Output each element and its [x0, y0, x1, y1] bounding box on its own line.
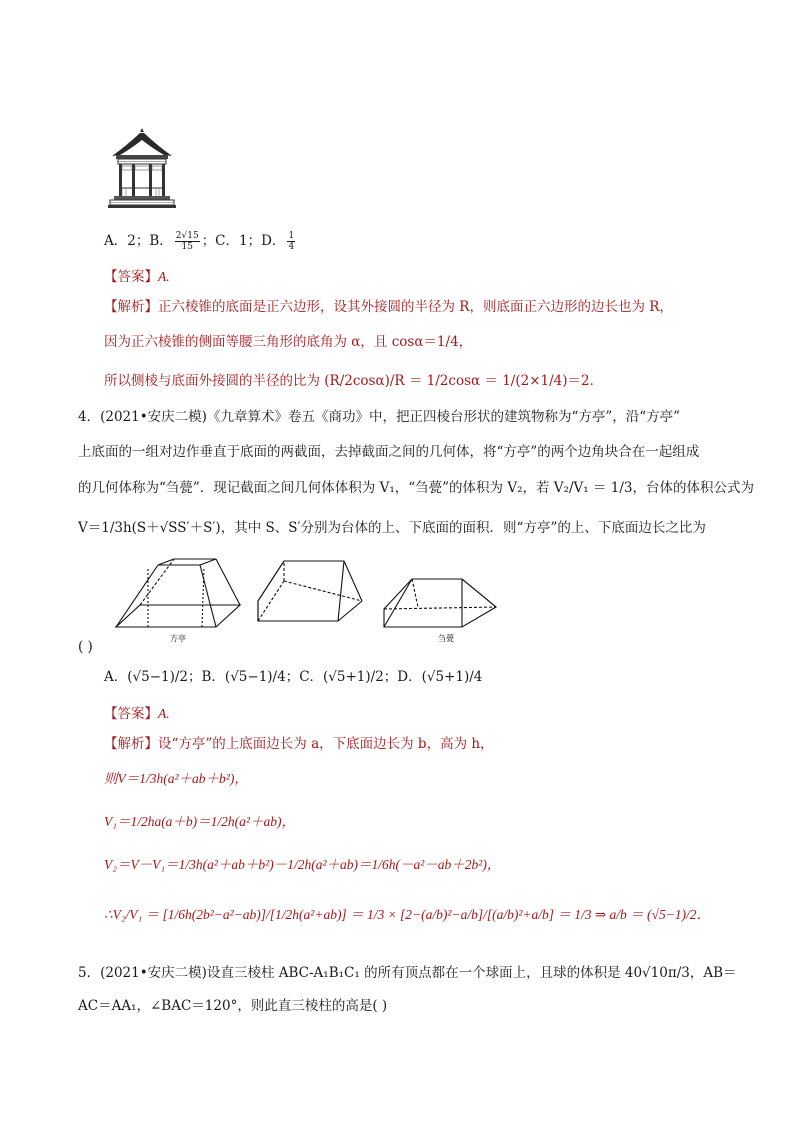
analysis-tag: 【解析】 — [104, 299, 158, 315]
analysis-text: 正六棱锥的底面是正六边形，设其外接圆的半径为 R，则底面正六边形的边长也为 R， — [158, 299, 673, 315]
q4-eq-2: V₁＝1/2ha(a＋b)＝1/2h(a²＋ab)， — [104, 814, 295, 829]
answer-value: A. — [158, 706, 170, 721]
q3-analysis-2: 因为正六棱锥的侧面等腰三角形的底角为 α，且 cosα＝1/4， — [104, 334, 473, 350]
q4-paren: ( ) — [78, 639, 93, 655]
fig-label-chumeng: 刍甍 — [438, 634, 454, 643]
solids-figure — [112, 555, 517, 647]
fig-label-fangting: 方亭 — [170, 634, 186, 643]
q4-eq-1: 则V＝1/3h(a²＋ab＋b²)， — [104, 771, 248, 786]
q4-stem-3: 的几何体称为“刍甍”．现记截面之间几何体体积为 V₁，“刍甍”的体积为 V₂，若 V₂/V₁ ＝ 1/3，台体的体积公式为 — [78, 480, 754, 496]
q3-analysis-1 — [104, 298, 673, 316]
pavilion-illustration — [104, 126, 180, 210]
answer-value: A. — [158, 269, 170, 284]
q4-analysis-1 — [104, 735, 494, 753]
q3-options: A．2；B． $\frac{2√15}{15}$ ；C．1；D． $\frac{1}{4}$ — [104, 231, 295, 252]
q4-eq-3: V₂＝V－V₁＝1/3h(a²＋ab＋b²)－1/2h(a²＋ab)＝1/6h(－a²－ab＋2b²)， — [104, 857, 501, 872]
q3-answer-line — [104, 268, 170, 286]
q4-stem-2: 上底面的一组对边作垂直于底面的两截面，去掉截面之间的几何体，将“方亭”的两个边角块合在一起组成 — [78, 444, 700, 460]
q4-stem-1: 4．(2021•安庆二模)《九章算术》卷五《商功》中，把正四棱台形状的建筑物称为“方亭”，沿“方亭” — [78, 409, 681, 425]
q5-stem-1: 5．(2021•安庆二模)设直三棱柱 ABC-A₁B₁C₁ 的所有顶点都在一个球面上，且球的体积是 40√10π/3，AB＝ — [78, 965, 737, 981]
q4-stem-4: V＝1/3h(S＋√SS′＋S′)，其中 S、S′分别为台体的上、下底面的面积．则“方亭”的上、下底面边长之比为 — [78, 520, 706, 536]
analysis-text: 设“方亭”的上底面边长为 a，下底面边长为 b，高为 h， — [158, 736, 494, 752]
q4-answer-line — [104, 705, 170, 723]
q4-options: A．(√5−1)/2；B．(√5−1)/4；C．(√5+1)/2；D．(√5+1)/4 — [104, 669, 483, 685]
answer-tag: 【答案】 — [104, 269, 158, 285]
q5-stem-2: AC＝AA₁，∠BAC＝120°，则此直三棱柱的高是( ) — [78, 998, 388, 1014]
q3-analysis-3: 所以侧棱与底面外接圆的半径的比为 (R/2cosα)/R ＝ 1/2cosα ＝ 1/(2×1/4)＝2． — [104, 373, 604, 389]
answer-tag: 【答案】 — [104, 706, 158, 722]
analysis-tag: 【解析】 — [104, 736, 158, 752]
q4-eq-4: ∴V₂/V₁ ＝ [1/6h(2b²−a²−ab)]/[1/2h(a²+ab)] ＝ 1/3 × [2−(a/b)²−a/b]/[(a/b)²+a/b] ＝ 1/3 ⇒ a/b ＝ (√5−1)/2． — [104, 907, 711, 922]
